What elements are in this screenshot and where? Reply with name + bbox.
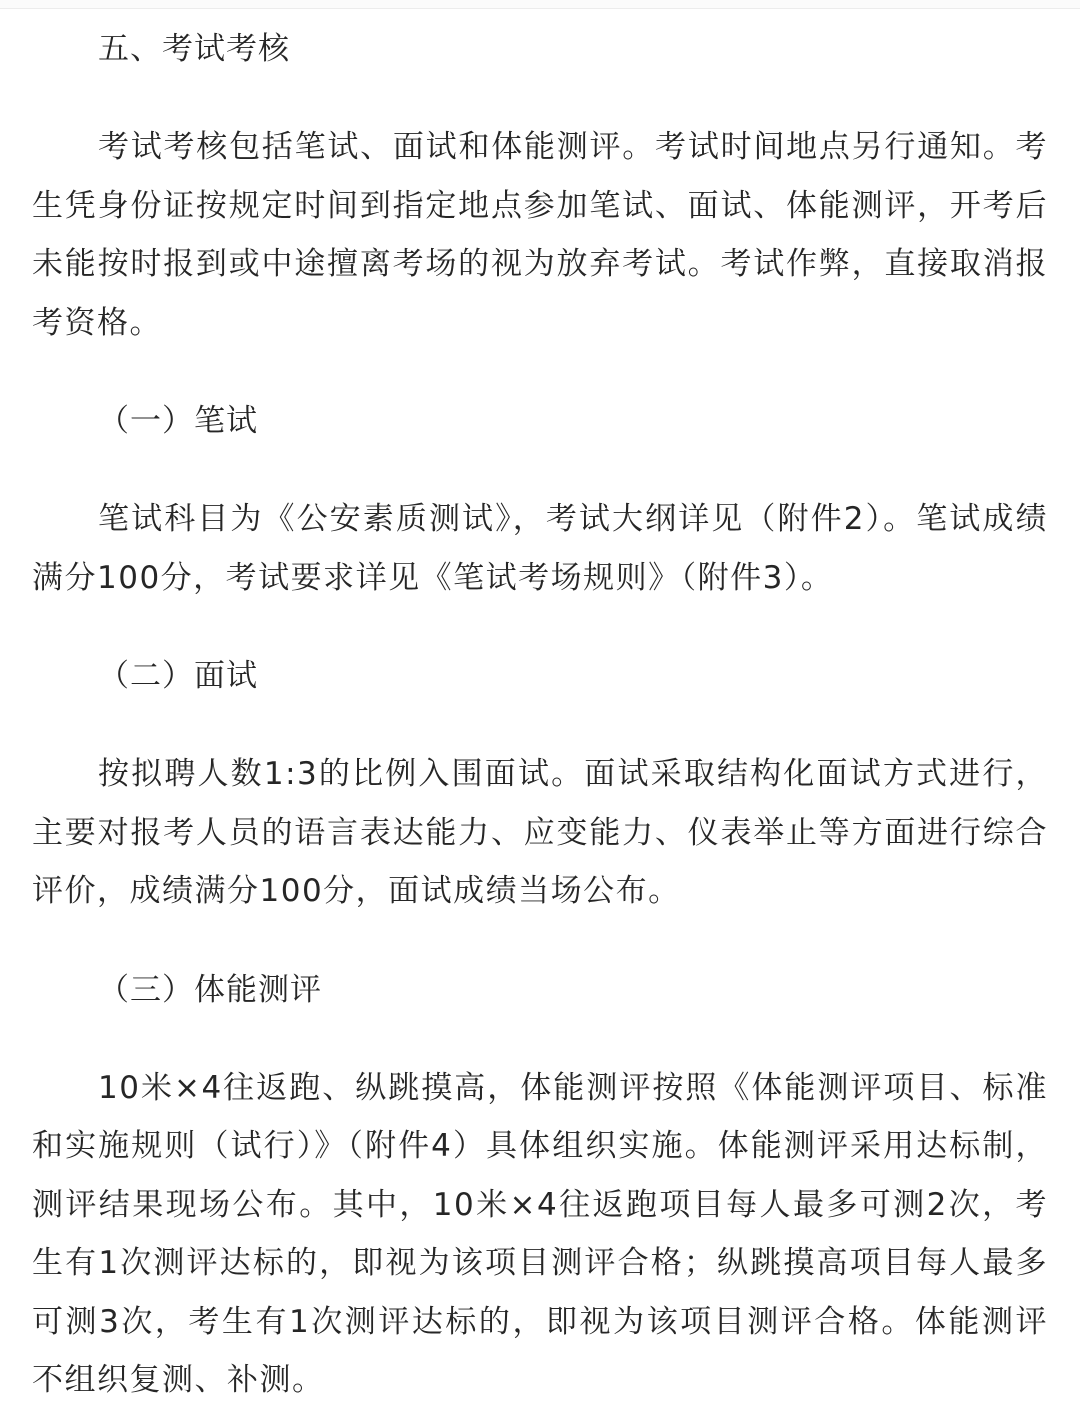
interview-paragraph: 按拟聘人数1:3的比例入围面试。面试采取结构化面试方式进行，主要对报考人员的语言表达能力、应变能力、仪表举止等方面进行综合评价，成绩满分100分，面试成绩当场公布。 xyxy=(32,756,1048,909)
article-body xyxy=(32,20,1048,1410)
fitness-test-paragraph: 10米×4往返跑、纵跳摸高，体能测评按照《体能测评项目、标准和实施规则（试行）》（附件4）具体组织实施。体能测评采用达标制，测评结果现场公布。其中，10米×4往返跑项目每人最多可测2次，考生有1次测评达标的，即视为该项目测评合格；纵跳摸高项目每人最多可测3次，考生有1次测评达标的，即视为该项目测评合格。体能测评不组织复测、补测。 xyxy=(32,1069,1048,1398)
written-exam-heading: （一）笔试 xyxy=(98,403,258,439)
written-exam-paragraph: 笔试科目为《公安素质测试》，考试大纲详见（附件2）。笔试成绩满分100分，考试要求详见《笔试考场规则》（附件3）。 xyxy=(32,501,1048,596)
interview-heading: （二）面试 xyxy=(98,658,258,694)
top-divider xyxy=(0,0,1080,9)
section-heading: 五、考试考核 xyxy=(98,31,290,67)
section-intro-paragraph: 考试考核包括笔试、面试和体能测评。考试时间地点另行通知。考生凭身份证按规定时间到指定地点参加笔试、面试、体能测评，开考后未能按时报到或中途擅离考场的视为放弃考试。考试作弊，直接取消报考资格。 xyxy=(32,129,1048,341)
fitness-test-heading: （三）体能测评 xyxy=(98,971,322,1008)
